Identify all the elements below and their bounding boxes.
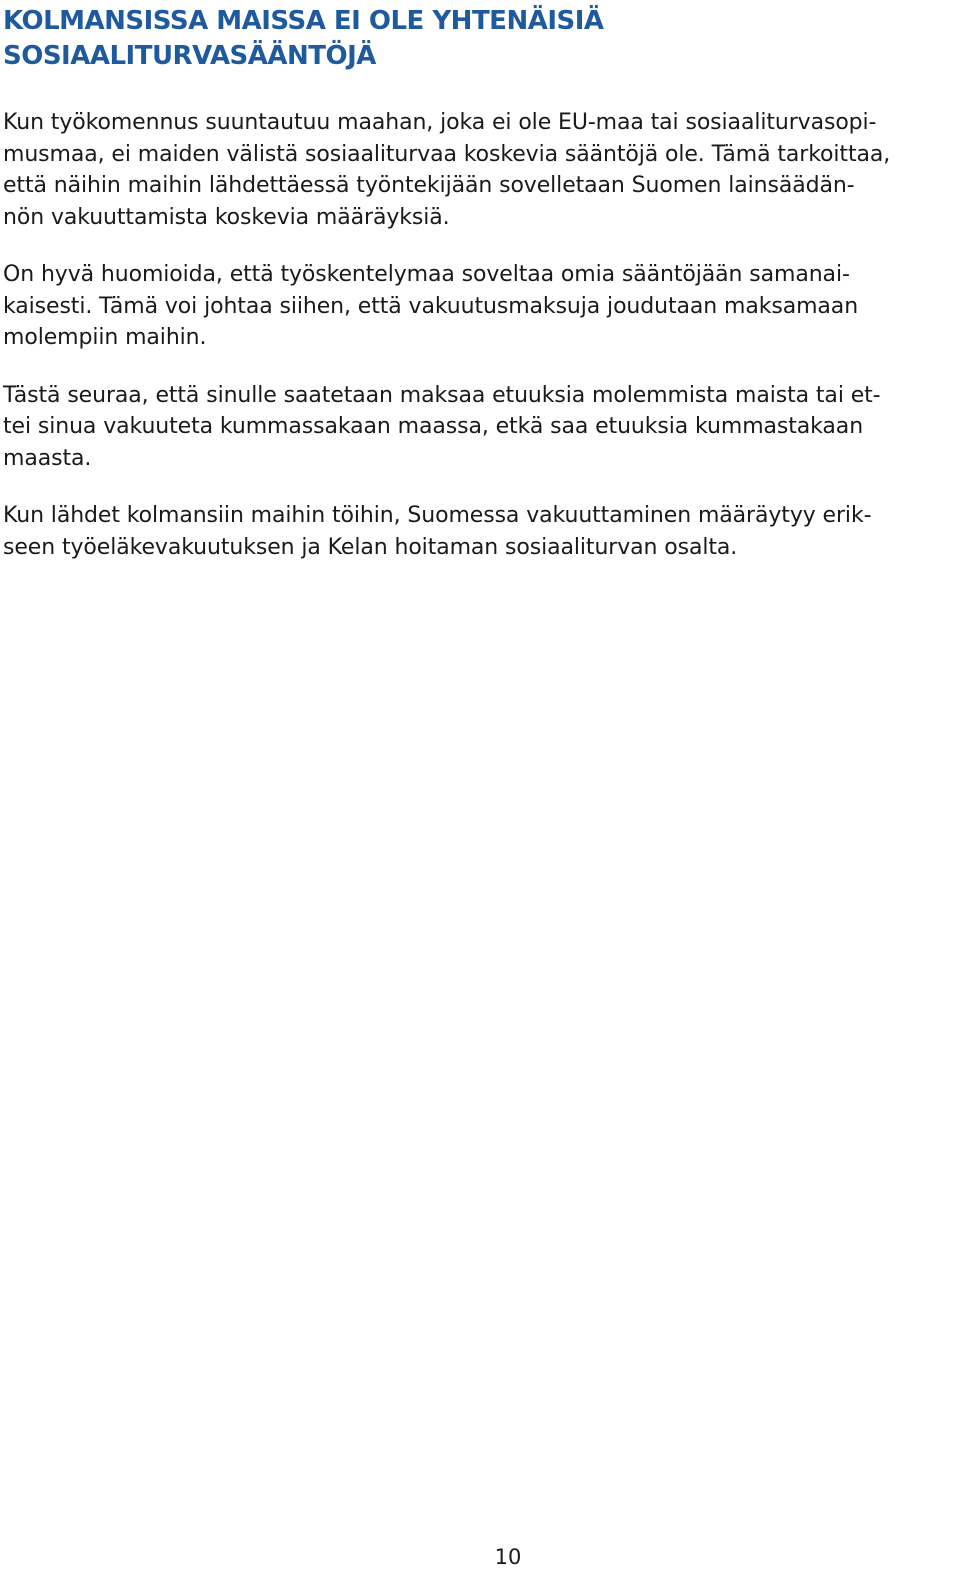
paragraph-line: maasta. [3,445,92,471]
paragraph-line: On hyvä huomioida, että työskentelymaa soveltaa omia sääntöjään samanai- [3,262,850,287]
heading-line-1: KOLMANSISSA MAISSA EI OLE YHTENÄISIÄ [3,6,604,36]
paragraph-line: molempiin maihin. [3,325,207,350]
document-page [3,0,950,589]
paragraph-line: nön vakuuttamista koskevia määräyksiä. [3,204,450,230]
page-number: 10 [494,1545,522,1569]
body-text [3,107,950,563]
paragraph-4 [3,500,950,563]
paragraph-line: seen työeläkevakuutuksen ja Kelan hoitaman sosiaaliturvan osalta. [3,534,738,560]
paragraph-2 [3,259,950,354]
paragraph-line: kaisesti. Tämä voi johtaa siihen, että vakuutusmaksuja joudutaan maksamaan [3,293,859,319]
paragraph-line: Kun lähdet kolmansiin maihin töihin, Suomessa vakuuttaminen määräytyy erik- [3,503,872,528]
paragraph-line: musmaa, ei maiden välistä sosiaaliturvaa koskevia sääntöjä ole. Tämä tarkoittaa, [3,141,891,167]
paragraph-line: Tästä seuraa, että sinulle saatetaan maksaa etuuksia molemmista maista tai et- [3,382,881,408]
paragraph-3 [3,380,950,475]
section-heading [3,0,950,74]
heading-line-2: SOSIAALITURVASÄÄNTÖJÄ [3,41,376,71]
paragraph-1 [3,107,950,233]
paragraph-line: Kun työkomennus suuntautuu maahan, joka ei ole EU-maa tai sosiaaliturvasopi- [3,110,877,135]
paragraph-line: tei sinua vakuuteta kummassakaan maassa, etkä saa etuuksia kummastakaan [3,414,864,439]
paragraph-line: että näihin maihin lähdettäessä työntekijään sovelletaan Suomen lainsäädän- [3,173,855,198]
